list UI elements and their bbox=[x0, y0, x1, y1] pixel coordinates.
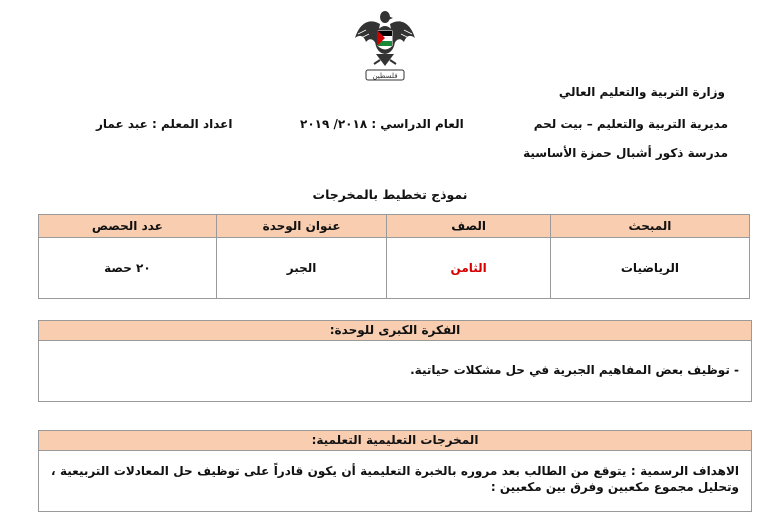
school-name: مدرسة ذكور أشبال حمزة الأساسية bbox=[523, 146, 728, 160]
big-idea-section bbox=[38, 320, 752, 402]
lessons-count-value: ٢٠ حصة bbox=[39, 238, 217, 299]
grade-header: الصف bbox=[387, 215, 551, 238]
directorate-name: مديرية التربية والتعليم – بيت لحم bbox=[533, 117, 728, 131]
ministry-name: وزارة التربية والتعليم العالي bbox=[558, 85, 725, 99]
big-idea-text: - توظيف بعض المفاهيم الجبرية في حل مشكلات حياتية. bbox=[410, 363, 739, 377]
prepared-by: اعداد المعلم : عبد عمار bbox=[96, 117, 233, 131]
academic-year: العام الدراسي : ٢٠١٨/ ٢٠١٩ bbox=[300, 117, 464, 131]
learning-outcomes-text: الاهداف الرسمية : يتوقع من الطالب بعد مروره بالخبرة التعليمية أن يكون قادراً على توظيف حل المعادلات التربيعية ، وتحليل مجموع مكعبين وفرق بين مكعبين : bbox=[51, 464, 739, 494]
course-info-table bbox=[38, 214, 750, 299]
learning-outcomes-heading: المخرجات التعليمية التعلمية: bbox=[39, 431, 751, 451]
grade-value: الثامن bbox=[387, 238, 551, 299]
table-row bbox=[39, 238, 750, 299]
palestine-eagle-emblem bbox=[352, 8, 418, 88]
subject-value: الرياضيات bbox=[550, 238, 749, 299]
big-idea-heading: الفكرة الكبرى للوحدة: bbox=[39, 321, 751, 341]
page-title: نموذج تخطيط بالمخرجات bbox=[312, 187, 468, 202]
lessons-count-header: عدد الحصص bbox=[39, 215, 217, 238]
subject-header: المبحث bbox=[550, 215, 749, 238]
emblem-caption: فلسطين bbox=[372, 72, 398, 80]
unit-title-header: عنوان الوحدة bbox=[216, 215, 387, 238]
table-header-row bbox=[39, 215, 750, 238]
unit-title-value: الجبر bbox=[216, 238, 387, 299]
